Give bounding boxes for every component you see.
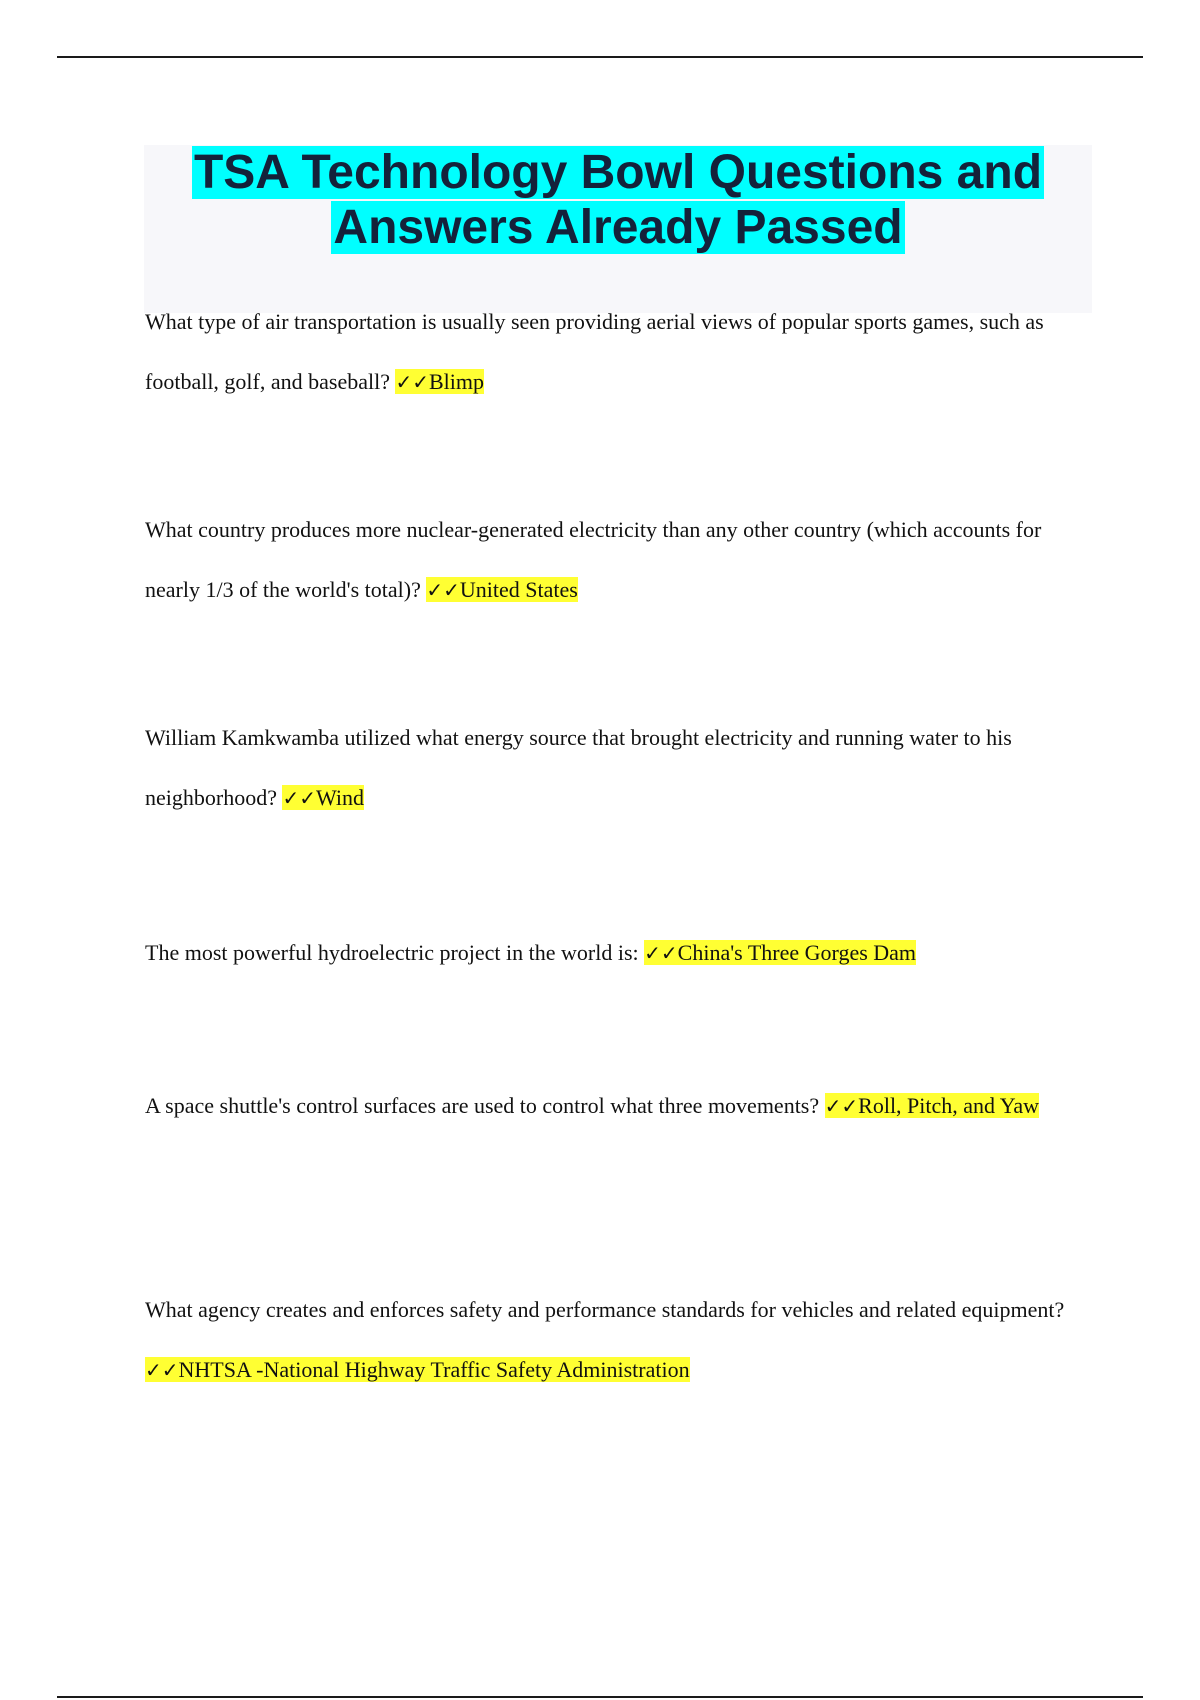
question-text: What country produces more nuclear-generated electricity than any other country (which accounts for nearly 1/3 of the world's total)? [145, 517, 1042, 602]
answer-text: NHTSA -National Highway Traffic Safety Administration [178, 1357, 690, 1382]
answer-text: Roll, Pitch, and Yaw [858, 1093, 1040, 1118]
answer-highlight [825, 1093, 1039, 1118]
answer-text: Blimp [429, 369, 485, 394]
document-title: TSA Technology Bowl Questions and Answers Already Passed [193, 146, 1043, 254]
title-block [144, 145, 1092, 313]
check-icon: ✓✓ [395, 370, 429, 394]
check-icon: ✓✓ [282, 786, 316, 810]
qa-item-3 [145, 708, 1090, 828]
answer-text: United States [459, 577, 578, 602]
check-icon: ✓✓ [644, 941, 678, 965]
question-text: William Kamkwamba utilized what energy source that brought electricity and running water to his neighborhood? [145, 725, 1012, 810]
answer-highlight [395, 369, 484, 394]
qa-item-2 [145, 500, 1090, 620]
qa-item-6 [145, 1280, 1090, 1400]
answer-highlight [145, 1357, 690, 1382]
qa-item-5 [145, 1076, 1090, 1136]
qa-item-4 [145, 923, 1090, 983]
check-icon: ✓✓ [824, 1094, 859, 1118]
bottom-divider [57, 1696, 1143, 1698]
question-text: What agency creates and enforces safety and performance standards for vehicles and related equipment? [145, 1297, 1065, 1322]
question-text: The most powerful hydroelectric project in the world is: [145, 940, 639, 965]
answer-highlight [282, 785, 364, 810]
answer-text: Wind [315, 785, 364, 810]
check-icon: ✓✓ [145, 1358, 179, 1382]
question-text: A space shuttle's control surfaces are used to control what three movements? [145, 1093, 820, 1118]
check-icon: ✓✓ [426, 578, 460, 602]
answer-text: China's Three Gorges Dam [677, 940, 917, 965]
answer-highlight [426, 577, 577, 602]
answer-highlight [644, 940, 916, 965]
qa-item-1 [145, 292, 1090, 412]
top-divider [57, 56, 1143, 58]
question-text: What type of air transportation is usually seen providing aerial views of popular sports games, such as football, golf, and baseball? [145, 309, 1044, 394]
